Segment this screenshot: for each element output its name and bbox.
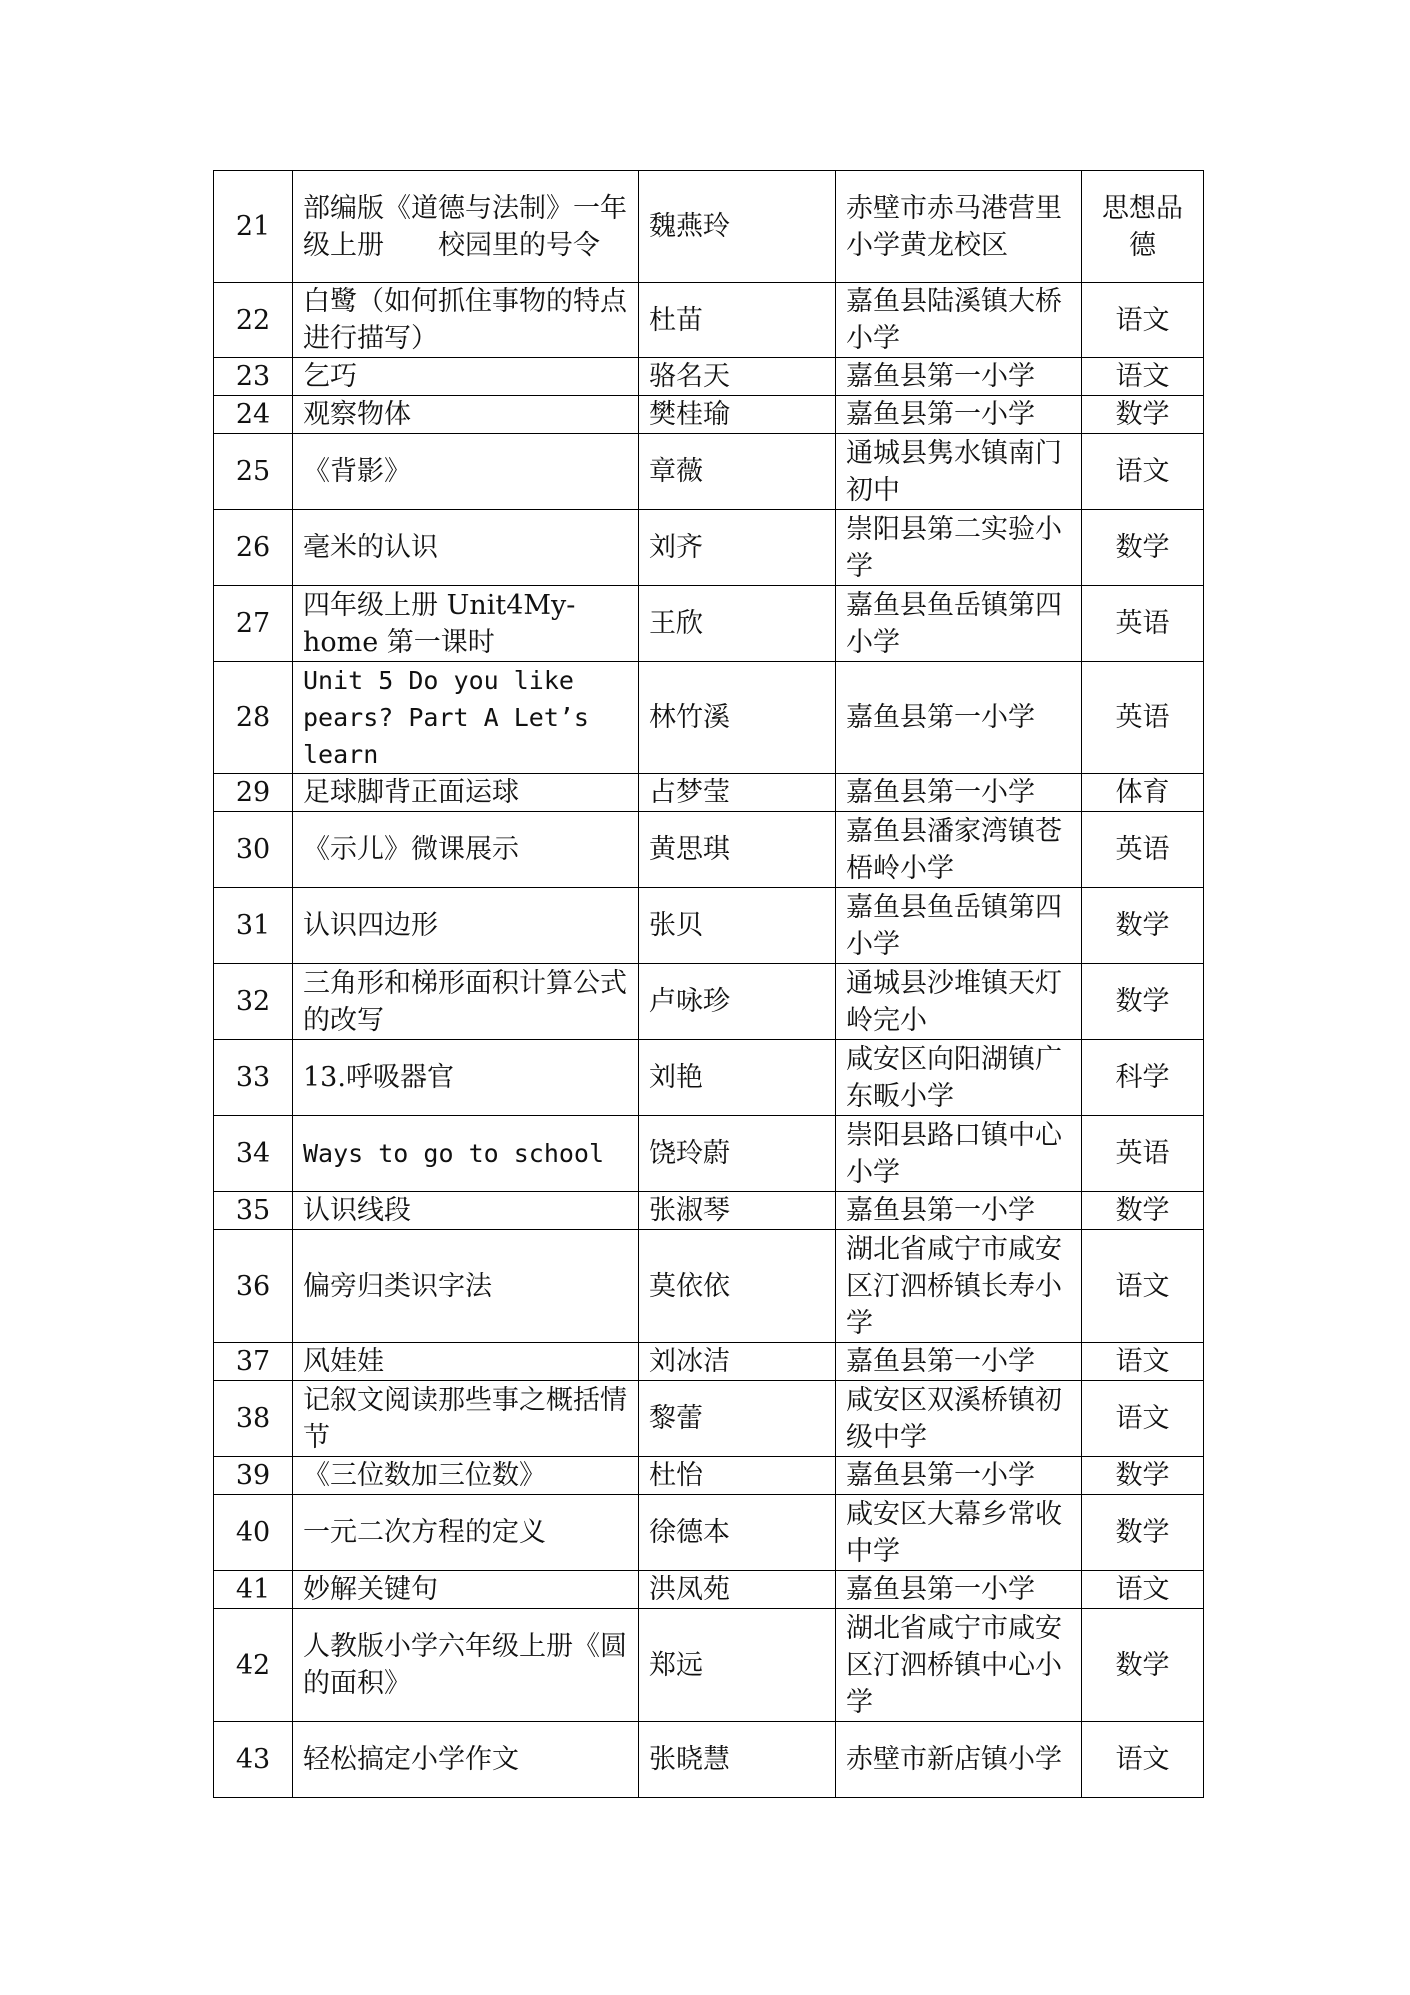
teacher-name: 张淑琴 xyxy=(639,1192,836,1230)
teacher-name: 莫依依 xyxy=(639,1230,836,1343)
table-row xyxy=(214,1609,1204,1722)
school-name: 赤壁市赤马港营里小学黄龙校区 xyxy=(836,171,1082,283)
teacher-name: 张贝 xyxy=(639,888,836,964)
school-name: 嘉鱼县第一小学 xyxy=(836,396,1082,434)
row-number: 42 xyxy=(214,1609,293,1722)
table-row xyxy=(214,1192,1204,1230)
table-body xyxy=(214,171,1204,1798)
row-number: 28 xyxy=(214,662,293,774)
subject: 数学 xyxy=(1082,1609,1204,1722)
subject: 数学 xyxy=(1082,1495,1204,1571)
teacher-name: 占梦莹 xyxy=(639,774,836,812)
teacher-name: 杜苗 xyxy=(639,283,836,358)
school-name: 咸安区双溪桥镇初级中学 xyxy=(836,1381,1082,1457)
school-name: 嘉鱼县潘家湾镇苍梧岭小学 xyxy=(836,812,1082,888)
table-row xyxy=(214,1381,1204,1457)
school-name: 嘉鱼县第一小学 xyxy=(836,774,1082,812)
school-name: 通城县沙堆镇天灯岭完小 xyxy=(836,964,1082,1040)
row-number: 36 xyxy=(214,1230,293,1343)
school-name: 嘉鱼县鱼岳镇第四小学 xyxy=(836,586,1082,662)
table-row xyxy=(214,774,1204,812)
course-title: 偏旁归类识字法 xyxy=(293,1230,639,1343)
course-title: 13.呼吸器官 xyxy=(293,1040,639,1116)
course-title: 观察物体 xyxy=(293,396,639,434)
subject: 语文 xyxy=(1082,1381,1204,1457)
table-row xyxy=(214,888,1204,964)
school-name: 嘉鱼县陆溪镇大桥小学 xyxy=(836,283,1082,358)
row-number: 37 xyxy=(214,1343,293,1381)
table-row xyxy=(214,812,1204,888)
table-row xyxy=(214,1230,1204,1343)
subject: 数学 xyxy=(1082,396,1204,434)
subject: 语文 xyxy=(1082,434,1204,510)
row-number: 29 xyxy=(214,774,293,812)
course-title: 足球脚背正面运球 xyxy=(293,774,639,812)
row-number: 34 xyxy=(214,1116,293,1192)
row-number: 39 xyxy=(214,1457,293,1495)
subject: 语文 xyxy=(1082,1343,1204,1381)
course-title: 人教版小学六年级上册《圆的面积》 xyxy=(293,1609,639,1722)
teacher-name: 骆名天 xyxy=(639,358,836,396)
school-name: 崇阳县第二实验小学 xyxy=(836,510,1082,586)
teacher-name: 杜怡 xyxy=(639,1457,836,1495)
subject: 英语 xyxy=(1082,1116,1204,1192)
table-row xyxy=(214,1722,1204,1798)
table-row xyxy=(214,510,1204,586)
course-title: 四年级上册 Unit4My-home 第一课时 xyxy=(293,586,639,662)
course-title: 认识四边形 xyxy=(293,888,639,964)
row-number: 40 xyxy=(214,1495,293,1571)
course-title: 《背影》 xyxy=(293,434,639,510)
teacher-name: 刘冰洁 xyxy=(639,1343,836,1381)
course-title: 风娃娃 xyxy=(293,1343,639,1381)
teacher-name: 樊桂瑜 xyxy=(639,396,836,434)
table-row xyxy=(214,434,1204,510)
subject: 语文 xyxy=(1082,1571,1204,1609)
course-title: 记叙文阅读那些事之概括情节 xyxy=(293,1381,639,1457)
subject: 数学 xyxy=(1082,1192,1204,1230)
teacher-name: 刘艳 xyxy=(639,1040,836,1116)
school-name: 通城县隽水镇南门初中 xyxy=(836,434,1082,510)
table-row xyxy=(214,1495,1204,1571)
subject: 语文 xyxy=(1082,358,1204,396)
subject: 思想品德 xyxy=(1082,171,1204,283)
course-title: 《示儿》微课展示 xyxy=(293,812,639,888)
teacher-name: 章薇 xyxy=(639,434,836,510)
school-name: 嘉鱼县第一小学 xyxy=(836,1192,1082,1230)
teacher-name: 黎蕾 xyxy=(639,1381,836,1457)
table-row xyxy=(214,171,1204,283)
school-name: 嘉鱼县第一小学 xyxy=(836,662,1082,774)
row-number: 25 xyxy=(214,434,293,510)
course-title: Unit 5 Do you like pears? Part A Let’s learn xyxy=(293,662,639,774)
school-name: 咸安区大幕乡常收中学 xyxy=(836,1495,1082,1571)
teacher-name: 郑远 xyxy=(639,1609,836,1722)
subject: 语文 xyxy=(1082,283,1204,358)
row-number: 35 xyxy=(214,1192,293,1230)
table-row xyxy=(214,964,1204,1040)
school-name: 崇阳县路口镇中心小学 xyxy=(836,1116,1082,1192)
row-number: 21 xyxy=(214,171,293,283)
course-title: 白鹭（如何抓住事物的特点进行描写） xyxy=(293,283,639,358)
subject: 数学 xyxy=(1082,888,1204,964)
subject: 科学 xyxy=(1082,1040,1204,1116)
teacher-name: 饶玲蔚 xyxy=(639,1116,836,1192)
teacher-name: 卢咏珍 xyxy=(639,964,836,1040)
course-title: 《三位数加三位数》 xyxy=(293,1457,639,1495)
course-title: 乞巧 xyxy=(293,358,639,396)
subject: 英语 xyxy=(1082,812,1204,888)
row-number: 22 xyxy=(214,283,293,358)
subject: 数学 xyxy=(1082,1457,1204,1495)
subject: 英语 xyxy=(1082,586,1204,662)
teacher-name: 王欣 xyxy=(639,586,836,662)
row-number: 38 xyxy=(214,1381,293,1457)
school-name: 嘉鱼县鱼岳镇第四小学 xyxy=(836,888,1082,964)
course-title: 毫米的认识 xyxy=(293,510,639,586)
school-name: 嘉鱼县第一小学 xyxy=(836,1343,1082,1381)
table-row xyxy=(214,662,1204,774)
school-name: 嘉鱼县第一小学 xyxy=(836,1457,1082,1495)
teacher-name: 徐德本 xyxy=(639,1495,836,1571)
teacher-name: 黄思琪 xyxy=(639,812,836,888)
row-number: 24 xyxy=(214,396,293,434)
course-title: 认识线段 xyxy=(293,1192,639,1230)
row-number: 27 xyxy=(214,586,293,662)
award-table xyxy=(213,170,1204,1798)
course-title: 妙解关键句 xyxy=(293,1571,639,1609)
row-number: 31 xyxy=(214,888,293,964)
row-number: 33 xyxy=(214,1040,293,1116)
school-name: 嘉鱼县第一小学 xyxy=(836,1571,1082,1609)
row-number: 30 xyxy=(214,812,293,888)
subject: 体育 xyxy=(1082,774,1204,812)
teacher-name: 张晓慧 xyxy=(639,1722,836,1798)
row-number: 26 xyxy=(214,510,293,586)
row-number: 41 xyxy=(214,1571,293,1609)
table-row xyxy=(214,1571,1204,1609)
course-title: Ways to go to school xyxy=(293,1116,639,1192)
teacher-name: 洪凤苑 xyxy=(639,1571,836,1609)
row-number: 43 xyxy=(214,1722,293,1798)
course-title: 一元二次方程的定义 xyxy=(293,1495,639,1571)
school-name: 咸安区向阳湖镇广东畈小学 xyxy=(836,1040,1082,1116)
table-row xyxy=(214,1457,1204,1495)
course-title: 三角形和梯形面积计算公式的改写 xyxy=(293,964,639,1040)
course-title: 轻松搞定小学作文 xyxy=(293,1722,639,1798)
table-row xyxy=(214,1116,1204,1192)
teacher-name: 魏燕玲 xyxy=(639,171,836,283)
subject: 英语 xyxy=(1082,662,1204,774)
row-number: 23 xyxy=(214,358,293,396)
school-name: 湖北省咸宁市咸安区汀泗桥镇长寿小学 xyxy=(836,1230,1082,1343)
subject: 语文 xyxy=(1082,1230,1204,1343)
table-row xyxy=(214,586,1204,662)
subject: 数学 xyxy=(1082,964,1204,1040)
teacher-name: 林竹溪 xyxy=(639,662,836,774)
school-name: 嘉鱼县第一小学 xyxy=(836,358,1082,396)
school-name: 湖北省咸宁市咸安区汀泗桥镇中心小学 xyxy=(836,1609,1082,1722)
subject: 语文 xyxy=(1082,1722,1204,1798)
subject: 数学 xyxy=(1082,510,1204,586)
row-number: 32 xyxy=(214,964,293,1040)
school-name: 赤壁市新店镇小学 xyxy=(836,1722,1082,1798)
table-row xyxy=(214,1040,1204,1116)
table-row xyxy=(214,358,1204,396)
table-row xyxy=(214,1343,1204,1381)
table-row xyxy=(214,396,1204,434)
course-title: 部编版《道德与法制》一年级上册 校园里的号令 xyxy=(293,171,639,283)
teacher-name: 刘齐 xyxy=(639,510,836,586)
table-row xyxy=(214,283,1204,358)
